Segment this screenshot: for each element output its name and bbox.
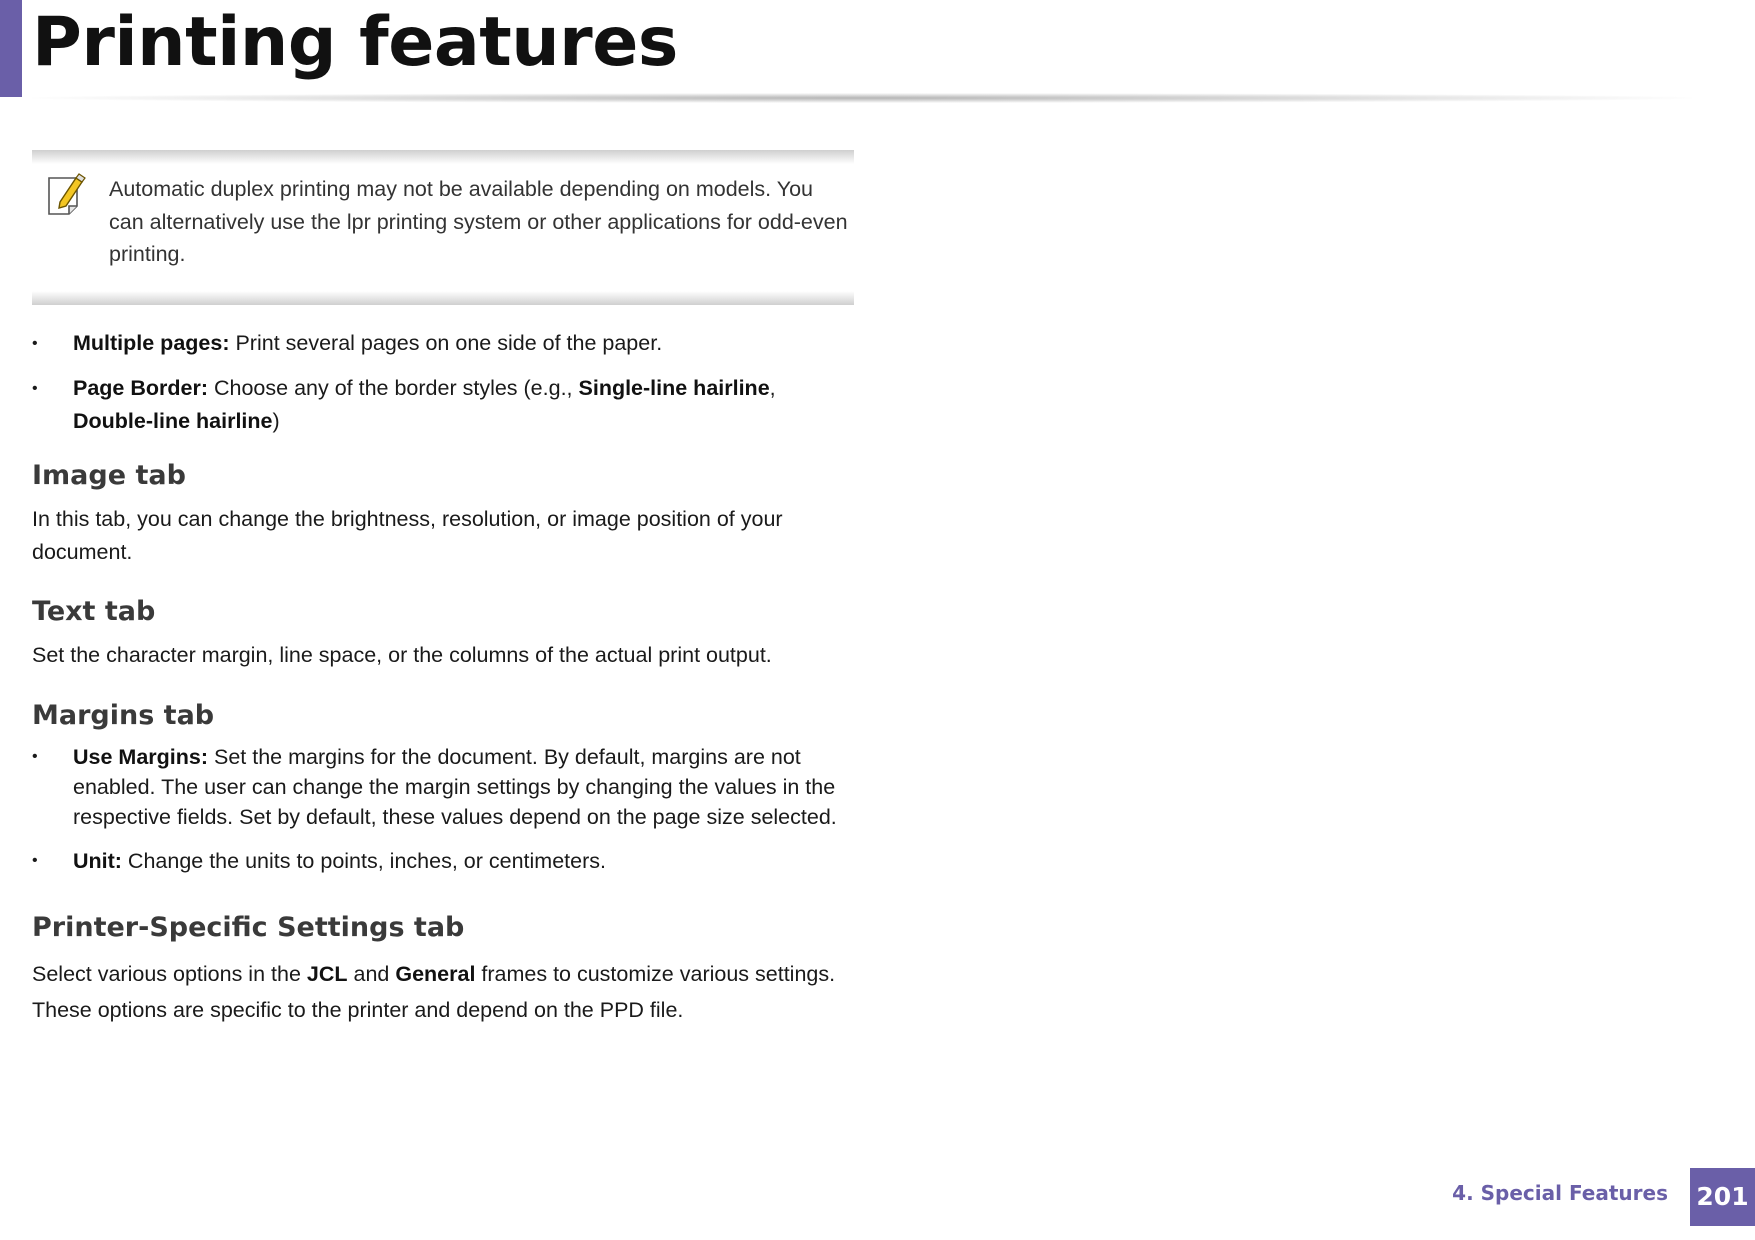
margins-tab-heading: Margins tab [32, 700, 215, 731]
image-tab-heading: Image tab [32, 460, 186, 491]
note-text: Automatic duplex printing may not be available depending on models. You can alternatively use the lpr printing system or other applications for odd-even printing. [109, 177, 848, 266]
bullet-text: Set the margins for the document. By default, margins are not enabled. The user can change the margin settings by changing the values in the respective fields. Set by default, these values depend on the page size selected. [73, 745, 837, 829]
page-number-badge: 201 [1690, 1168, 1755, 1226]
image-tab-body: In this tab, you can change the brightness, resolution, or image position of your document. [32, 507, 783, 564]
bullet-term: Unit: [73, 849, 122, 873]
note-bottom-border [32, 291, 854, 305]
bullet-separator: , [769, 376, 776, 400]
option-double-line-hairline: Double-line hairline [73, 409, 273, 433]
text-tab-heading: Text tab [32, 596, 156, 627]
list-item [32, 742, 856, 832]
margins-bullet-list [32, 742, 856, 876]
bullet-text: Change the units to points, inches, or centimeters. [121, 849, 606, 873]
list-item [32, 372, 856, 438]
layout-bullet-list [32, 327, 856, 438]
main-content [32, 150, 856, 1027]
printer-settings-body-2: These options are specific to the printer and depend on the PPD file. [32, 998, 684, 1022]
printer-body-text: Select various options in the [32, 962, 307, 986]
printer-settings-body [32, 958, 856, 991]
note-pencil-icon [46, 172, 86, 216]
footer-chapter-label: 4. Special Features [1452, 1181, 1668, 1205]
printer-body-text: frames to customize various settings. [475, 962, 836, 986]
list-item [32, 327, 856, 360]
bullet-text-end: ) [272, 409, 280, 433]
printer-settings-heading: Printer-Specific Settings tab [32, 912, 465, 943]
title-divider [32, 93, 1692, 103]
page-title: Printing features [32, 3, 678, 82]
printer-body-text: and [347, 962, 396, 986]
jcl-label: JCL [306, 962, 348, 986]
note-top-border [32, 150, 854, 164]
bullet-term: Page Border: [73, 376, 209, 400]
bullet-term: Multiple pages: [73, 331, 230, 355]
header-accent-bar [0, 0, 22, 97]
bullet-text: Print several pages on one side of the paper. [229, 331, 663, 355]
bullet-text: Choose any of the border styles (e.g., [208, 376, 579, 400]
option-single-line-hairline: Single-line hairline [578, 376, 770, 400]
note-box [32, 150, 854, 305]
general-label: General [395, 962, 476, 986]
text-tab-body: Set the character margin, line space, or the columns of the actual print output. [32, 643, 772, 667]
bullet-term: Use Margins: [73, 745, 209, 769]
list-item [32, 846, 856, 876]
